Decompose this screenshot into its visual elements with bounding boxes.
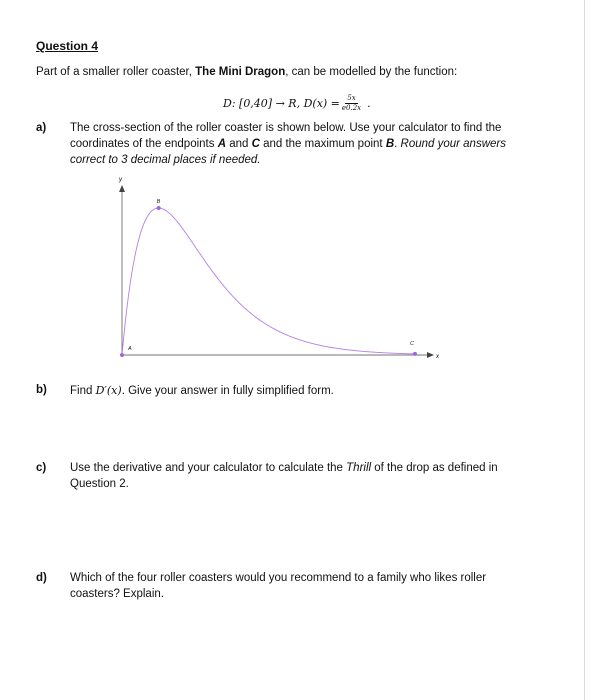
point-b <box>157 206 161 210</box>
y-axis-arrow <box>119 185 125 192</box>
part-b-label: b) <box>36 384 47 396</box>
part-a-line2 <box>70 136 530 152</box>
question-title: Question 4 <box>36 39 99 53</box>
part-a-dot: . <box>394 138 401 150</box>
point-c-label: C <box>410 340 414 347</box>
x-axis-arrow <box>427 352 434 358</box>
part-a-mid: and the maximum point <box>259 138 386 150</box>
part-a-and: and <box>226 138 252 150</box>
part-d-line1: Which of the four roller coasters would you recommend to a family who likes roller <box>70 572 487 584</box>
formula-left: D: [0,40] → R, D(x) = <box>223 97 340 110</box>
point-a-ref: A <box>217 138 226 150</box>
function-formula <box>223 94 371 113</box>
part-a-line3: correct to 3 decimal places if needed. <box>70 154 261 166</box>
roller-coaster-graph <box>105 172 450 367</box>
part-c-pre: Use the derivative and your calculator to calculate the <box>70 462 347 474</box>
formula-numerator: 5x <box>347 94 356 102</box>
point-a-label: A <box>128 346 132 352</box>
intro-text <box>36 66 457 78</box>
point-a <box>120 353 124 357</box>
part-a-label: a) <box>36 122 47 134</box>
part-b-pre: Find <box>70 385 96 397</box>
part-c-line1 <box>70 460 530 476</box>
x-axis-label: x <box>436 354 439 360</box>
part-c-post: of the drop as defined in <box>371 462 498 474</box>
part-c-line2: Question 2. <box>70 478 129 490</box>
part-d-line2: coasters? Explain. <box>70 588 164 600</box>
y-axis-label: y <box>119 177 122 183</box>
coaster-curve <box>122 208 415 355</box>
part-c-text <box>70 460 530 492</box>
part-a-round: Round your answers <box>400 138 506 150</box>
formula-end: . <box>367 97 371 110</box>
part-d-label: d) <box>36 572 47 584</box>
point-c-ref: C <box>251 138 260 150</box>
part-d-text <box>70 570 530 602</box>
point-c <box>413 352 417 356</box>
part-a-line2-pre: coordinates of the endpoints <box>70 138 218 150</box>
point-b-ref: B <box>385 138 395 150</box>
intro-pre: Part of a smaller roller coaster, <box>36 66 196 78</box>
derivative-notation: D′(x) <box>95 384 122 397</box>
part-b-text <box>70 383 530 399</box>
intro-post: , can be modelled by the function: <box>285 66 458 78</box>
point-b-label: B <box>156 198 161 205</box>
part-a-line1: The cross-section of the roller coaster is shown below. Use your calculator to find the <box>70 122 502 134</box>
part-c-label: c) <box>36 462 47 474</box>
part-b-post: . Give your answer in fully simplified form. <box>121 385 334 397</box>
formula-fraction <box>342 94 361 113</box>
coaster-name: The Mini Dragon <box>195 66 286 78</box>
thrill-term: Thrill <box>346 462 372 474</box>
formula-denominator: e0.2x <box>341 104 362 112</box>
part-a-text <box>70 120 530 168</box>
